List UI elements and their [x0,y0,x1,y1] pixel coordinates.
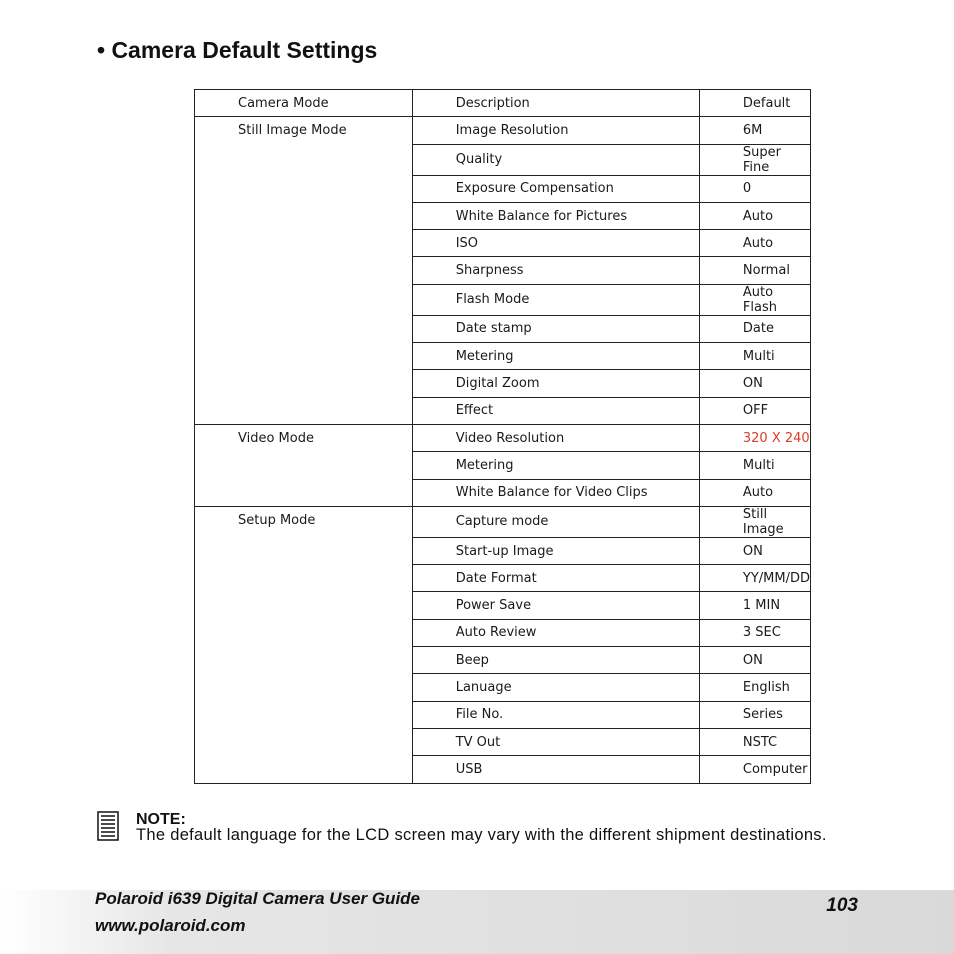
header-camera-mode: Camera Mode [195,90,413,117]
description-cell: ISO [412,230,699,257]
default-value-cell: ON [699,370,810,397]
header-default: Default [699,90,810,117]
default-value-cell: Computer [699,756,810,783]
footer-guide-title: Polaroid i639 Digital Camera User Guide [95,889,421,908]
default-value-cell: Still Image [699,506,810,537]
description-cell: Metering [412,452,699,479]
default-value-cell: 0 [699,175,810,202]
description-cell: Sharpness [412,257,699,284]
default-value-cell: ON [699,647,810,674]
default-value-cell: Date [699,315,810,342]
default-settings-table [194,89,811,784]
description-cell: Quality [412,144,699,175]
description-cell: White Balance for Video Clips [412,479,699,506]
default-value-cell: Multi [699,452,810,479]
default-value-cell: NSTC [699,728,810,755]
default-value-cell: Series [699,701,810,728]
page-number: 103 [826,895,858,916]
table-header-row [195,90,811,117]
default-value-cell: OFF [699,397,810,424]
default-value-cell: Auto [699,202,810,229]
description-cell: Lanuage [412,674,699,701]
table-row [195,424,811,451]
camera-mode-cell: Setup Mode [195,506,413,783]
description-cell: Metering [412,343,699,370]
description-cell: White Balance for Pictures [412,202,699,229]
camera-mode-cell: Still Image Mode [195,117,413,425]
default-value-cell: YY/MM/DD [699,565,810,592]
default-value-cell: ON [699,537,810,564]
default-value-cell: Auto [699,230,810,257]
description-cell: Exposure Compensation [412,175,699,202]
description-cell: Date stamp [412,315,699,342]
description-cell: Capture mode [412,506,699,537]
page-title: • Camera Default Settings [97,37,378,63]
camera-mode-cell: Video Mode [195,424,413,506]
description-cell: Start-up Image [412,537,699,564]
footer-url: www.polaroid.com [95,916,246,935]
note-text: The default language for the LCD screen may vary with the different shipment destinations. [136,826,827,844]
table-row [195,506,811,537]
description-cell: Effect [412,397,699,424]
description-cell: USB [412,756,699,783]
note-title: NOTE: [136,811,186,828]
default-value-cell: 6M [699,117,810,144]
description-cell: Flash Mode [412,284,699,315]
description-cell: Digital Zoom [412,370,699,397]
settings-table-body [195,90,811,784]
description-cell: Date Format [412,565,699,592]
description-cell: Power Save [412,592,699,619]
description-cell: Image Resolution [412,117,699,144]
default-value-cell: 3 SEC [699,619,810,646]
default-value-cell: Auto [699,479,810,506]
default-value-cell: 320 X 240 [699,424,810,451]
description-cell: File No. [412,701,699,728]
description-cell: Video Resolution [412,424,699,451]
description-cell: TV Out [412,728,699,755]
default-value-cell: Super Fine [699,144,810,175]
default-value-cell: Multi [699,343,810,370]
default-value-cell: Normal [699,257,810,284]
notepad-icon [97,811,119,841]
table-row [195,117,811,144]
default-value-cell: English [699,674,810,701]
default-value-cell: Auto Flash [699,284,810,315]
header-description: Description [412,90,699,117]
description-cell: Beep [412,647,699,674]
description-cell: Auto Review [412,619,699,646]
default-value-cell: 1 MIN [699,592,810,619]
